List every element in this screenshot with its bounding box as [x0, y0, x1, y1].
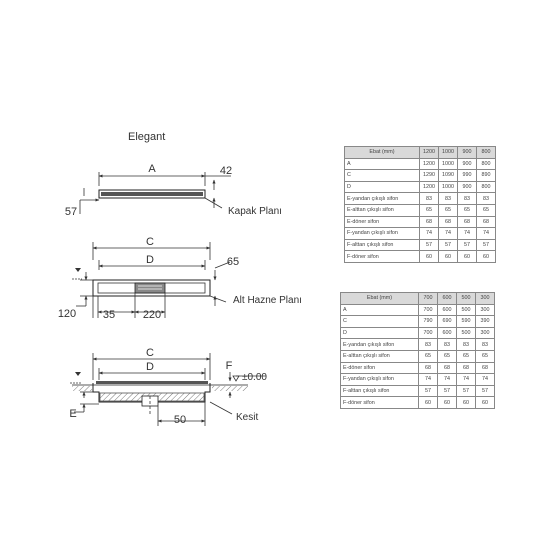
section-dim-f: F — [225, 360, 233, 372]
row-label: E-döner sifon — [345, 216, 420, 228]
table-cell: 60 — [439, 251, 458, 263]
table-cell: 74 — [439, 228, 458, 240]
dimension-table-small — [340, 292, 495, 409]
table-row — [341, 385, 495, 397]
table-cell: 57 — [477, 239, 496, 251]
table-cell: 790 — [419, 316, 438, 328]
table-cell: 65 — [476, 350, 495, 362]
table-cell: 990 — [458, 170, 477, 182]
table-cell: 74 — [458, 228, 477, 240]
cover-plate-inner — [101, 192, 203, 196]
table-header-row — [341, 293, 495, 305]
base-dim-35: 35 — [102, 309, 116, 321]
table-cell: 57 — [420, 239, 439, 251]
table-cell: 68 — [457, 362, 476, 374]
table-row — [341, 362, 495, 374]
table-cell: 68 — [439, 216, 458, 228]
table-cell: 65 — [477, 204, 496, 216]
section-label: Kesit — [236, 412, 259, 423]
base-dim-220: 220 — [142, 309, 162, 321]
table-cell: 690 — [438, 316, 457, 328]
table-cell: 65 — [419, 350, 438, 362]
base-dim-120: 120 — [57, 308, 77, 320]
table-cell: 300 — [476, 304, 495, 316]
table-cell: 65 — [457, 350, 476, 362]
section-dim-c: C — [146, 347, 154, 359]
column-header-1: 1200 — [420, 147, 439, 159]
cover-plan-view — [80, 172, 231, 214]
table-cell: 500 — [457, 304, 476, 316]
table-cell: 68 — [477, 216, 496, 228]
table-cell: 890 — [477, 170, 496, 182]
table-cell: 1000 — [439, 181, 458, 193]
table-cell: 83 — [477, 193, 496, 205]
table-cell: 800 — [477, 181, 496, 193]
table-cell: 60 — [477, 251, 496, 263]
row-label: C — [341, 316, 419, 328]
table-row — [345, 193, 496, 205]
row-label: F-yandan çıkışlı sifon — [341, 374, 419, 386]
base-plan-label: Alt Hazne Planı — [233, 295, 302, 306]
table-cell: 700 — [419, 327, 438, 339]
table-cell: 57 — [476, 385, 495, 397]
table-cell: 590 — [457, 316, 476, 328]
table-cell: 57 — [457, 385, 476, 397]
table-cell: 83 — [439, 193, 458, 205]
table-cell: 57 — [458, 239, 477, 251]
row-label: F-alttan çıkışlı sifon — [341, 385, 419, 397]
table-cell: 600 — [438, 304, 457, 316]
row-label: F-döner sifon — [345, 251, 420, 263]
table-row — [341, 339, 495, 351]
table-cell: 60 — [438, 397, 457, 409]
table-cell: 74 — [438, 374, 457, 386]
row-label: D — [341, 327, 419, 339]
column-header-2: 1000 — [439, 147, 458, 159]
table-row — [345, 216, 496, 228]
column-header-1: 700 — [419, 293, 438, 305]
table-row — [345, 251, 496, 263]
row-label: E-döner sifon — [341, 362, 419, 374]
table-cell: 74 — [476, 374, 495, 386]
table-cell: 900 — [458, 158, 477, 170]
row-label: E-yandan çıkışlı sifon — [345, 193, 420, 205]
table-row — [345, 228, 496, 240]
table-cell: 900 — [458, 181, 477, 193]
table-cell: 60 — [458, 251, 477, 263]
column-header-3: 900 — [458, 147, 477, 159]
table-row — [345, 204, 496, 216]
row-label: C — [345, 170, 420, 182]
base-dim-d: D — [146, 254, 154, 266]
table-cell: 600 — [438, 327, 457, 339]
table-row — [341, 316, 495, 328]
row-label: A — [345, 158, 420, 170]
table-cell: 83 — [457, 339, 476, 351]
section-level: ±0.00 — [242, 372, 267, 383]
table-cell: 65 — [438, 350, 457, 362]
table-cell: 68 — [438, 362, 457, 374]
column-header-4: 800 — [477, 147, 496, 159]
table-row — [341, 374, 495, 386]
row-label: F-yandan çıkışlı sifon — [345, 228, 420, 240]
cover-dim-a: A — [148, 163, 156, 175]
table-cell: 68 — [419, 362, 438, 374]
row-label: A — [341, 304, 419, 316]
column-header-4: 300 — [476, 293, 495, 305]
base-dim-65: 65 — [226, 256, 240, 268]
table-cell: 83 — [476, 339, 495, 351]
table-cell: 65 — [439, 204, 458, 216]
table-cell: 1290 — [420, 170, 439, 182]
cover-dim-42: 42 — [219, 165, 233, 177]
table-row — [345, 239, 496, 251]
table-cell: 1090 — [439, 170, 458, 182]
section-dim-50: 50 — [173, 414, 187, 426]
table-cell: 68 — [420, 216, 439, 228]
column-header-2: 600 — [438, 293, 457, 305]
table-cell: 68 — [476, 362, 495, 374]
row-label: E-yandan çıkışlı sifon — [341, 339, 419, 351]
table-cell: 74 — [420, 228, 439, 240]
dimension-table-large — [344, 146, 496, 263]
product-title: Elegant — [128, 131, 166, 143]
row-label: F-döner sifon — [341, 397, 419, 409]
column-header-3: 500 — [457, 293, 476, 305]
table-cell: 57 — [438, 385, 457, 397]
table-row — [341, 327, 495, 339]
table-cell: 65 — [420, 204, 439, 216]
table-cell: 60 — [420, 251, 439, 263]
table-row — [341, 350, 495, 362]
table-cell: 74 — [419, 374, 438, 386]
table-row — [345, 181, 496, 193]
table-cell: 700 — [419, 304, 438, 316]
table-header-row — [345, 147, 496, 159]
table-cell: 83 — [458, 193, 477, 205]
table-cell: 300 — [476, 327, 495, 339]
table-cell: 57 — [419, 385, 438, 397]
table-cell: 65 — [458, 204, 477, 216]
table-cell: 83 — [419, 339, 438, 351]
table-row — [345, 158, 496, 170]
table-cell: 800 — [477, 158, 496, 170]
table-cell: 1200 — [420, 181, 439, 193]
row-label: E-alttan çıkışlı sifon — [345, 204, 420, 216]
table-cell: 390 — [476, 316, 495, 328]
table-cell: 1000 — [439, 158, 458, 170]
section-dim-e: E — [69, 408, 77, 420]
table-row — [341, 304, 495, 316]
base-dim-c: C — [146, 236, 154, 248]
table-cell: 83 — [438, 339, 457, 351]
table-cell: 500 — [457, 327, 476, 339]
column-header-size: Ebat (mm) — [341, 293, 419, 305]
table-cell: 83 — [420, 193, 439, 205]
table-cell: 60 — [419, 397, 438, 409]
table-cell: 74 — [457, 374, 476, 386]
row-label: D — [345, 181, 420, 193]
drain-grate — [135, 283, 165, 293]
table-cell: 68 — [458, 216, 477, 228]
row-label: E-alttan çıkışlı sifon — [341, 350, 419, 362]
table-cell: 57 — [439, 239, 458, 251]
table-cell: 74 — [477, 228, 496, 240]
table-cell: 60 — [457, 397, 476, 409]
table-cell: 1200 — [420, 158, 439, 170]
table-cell: 60 — [476, 397, 495, 409]
table-row — [341, 397, 495, 409]
table-row — [345, 170, 496, 182]
column-header-size: Ebat (mm) — [345, 147, 420, 159]
row-label: F-alttan çıkışlı sifon — [345, 239, 420, 251]
cover-plan-label: Kapak Planı — [228, 206, 282, 217]
section-dim-d: D — [146, 361, 154, 373]
cover-dim-57: 57 — [64, 206, 78, 218]
